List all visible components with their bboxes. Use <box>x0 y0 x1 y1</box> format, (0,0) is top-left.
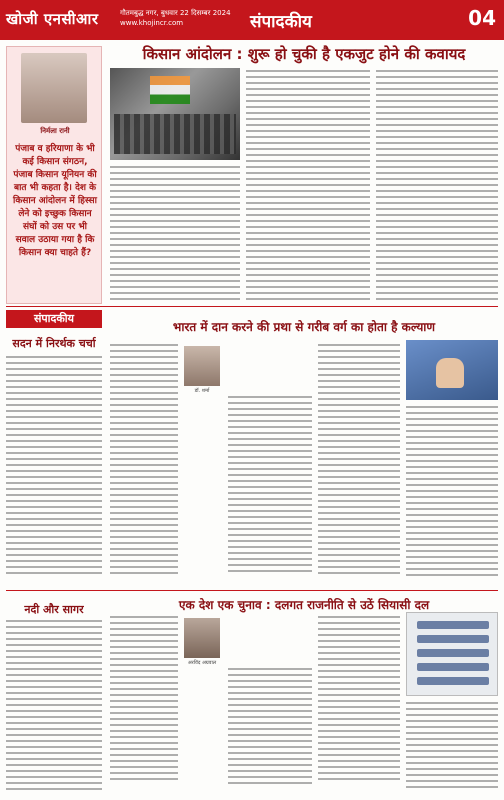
protest-photo <box>110 68 240 160</box>
article-2-column-2 <box>228 396 312 576</box>
issue-line <box>120 8 231 28</box>
left-article-text <box>6 356 102 578</box>
article-1-column-2 <box>376 70 498 304</box>
author-name: निर्मला रानी <box>40 127 70 135</box>
article-3-column-2 <box>228 668 312 788</box>
article-3-column-3 <box>318 616 400 784</box>
ballot-button-4 <box>417 663 489 671</box>
page-header <box>0 0 504 40</box>
article-3-column-1 <box>110 616 178 784</box>
article-1-column-3 <box>110 166 240 304</box>
issue-date: गौतमबुद्ध नगर, बुधवार 22 दिसम्बर 2024 <box>120 9 231 17</box>
flag-graphic <box>150 76 190 104</box>
author-photo-3 <box>184 618 220 658</box>
author-box <box>6 46 102 304</box>
charity-photo <box>406 340 498 400</box>
ballot-button-2 <box>417 635 489 643</box>
author-name-3: अरविंद अग्रवाल <box>187 660 217 666</box>
article-1-column-1 <box>246 70 370 304</box>
article-2-column-4 <box>406 406 498 580</box>
issue-website: www.khojincr.com <box>120 19 184 27</box>
headline-one-nation-one-election: एक देश एक चुनाव : दलगत राजनीति से उठें सियासी दल <box>178 598 430 612</box>
article-title-parliament: सदन में निरर्थक चर्चा <box>12 337 96 350</box>
ballot-button-5 <box>417 677 489 685</box>
headline-farmers-protest: किसान आंदोलन : शुरू हो चुकी है एकजुट होने की कवायद <box>142 45 466 63</box>
section-title: संपादकीय <box>250 12 312 32</box>
ballot-button-1 <box>417 621 489 629</box>
article-2-column-3 <box>318 344 400 578</box>
left-bottom-text <box>6 620 102 794</box>
section-divider-2 <box>6 590 498 591</box>
page-number: 04 <box>468 6 496 30</box>
ballot-button-3 <box>417 649 489 657</box>
article-3-column-4 <box>406 702 498 792</box>
hand-graphic <box>436 358 464 388</box>
voting-machine-photo <box>406 612 498 696</box>
author-name-2: डॉ. शर्मा <box>194 388 210 394</box>
article-title-river-sea: नदी और सागर <box>24 603 84 616</box>
section-divider-1 <box>6 306 498 307</box>
headline-charity: भारत में दान करने की प्रथा से गरीब वर्ग का होता है कल्याण <box>172 320 436 334</box>
article-2-column-1 <box>110 344 178 578</box>
author-photo-2 <box>184 346 220 386</box>
author-photo <box>21 53 87 123</box>
pull-quote: पंजाब व हरियाणा के भी कई किसान संगठन, पंजाब किसान यूनियन की बात भी कहता है। देश के किसान आंदोलन में हिस्सा लेने को इच्छुक किसान संघों को उस पर भी सवाल उठाया गया है कि किसान क्या चाहते हैं? <box>13 144 97 258</box>
crowd-graphic <box>114 114 236 154</box>
editorial-banner: संपादकीय <box>6 310 102 328</box>
masthead: खोजी एनसीआर <box>6 10 99 28</box>
